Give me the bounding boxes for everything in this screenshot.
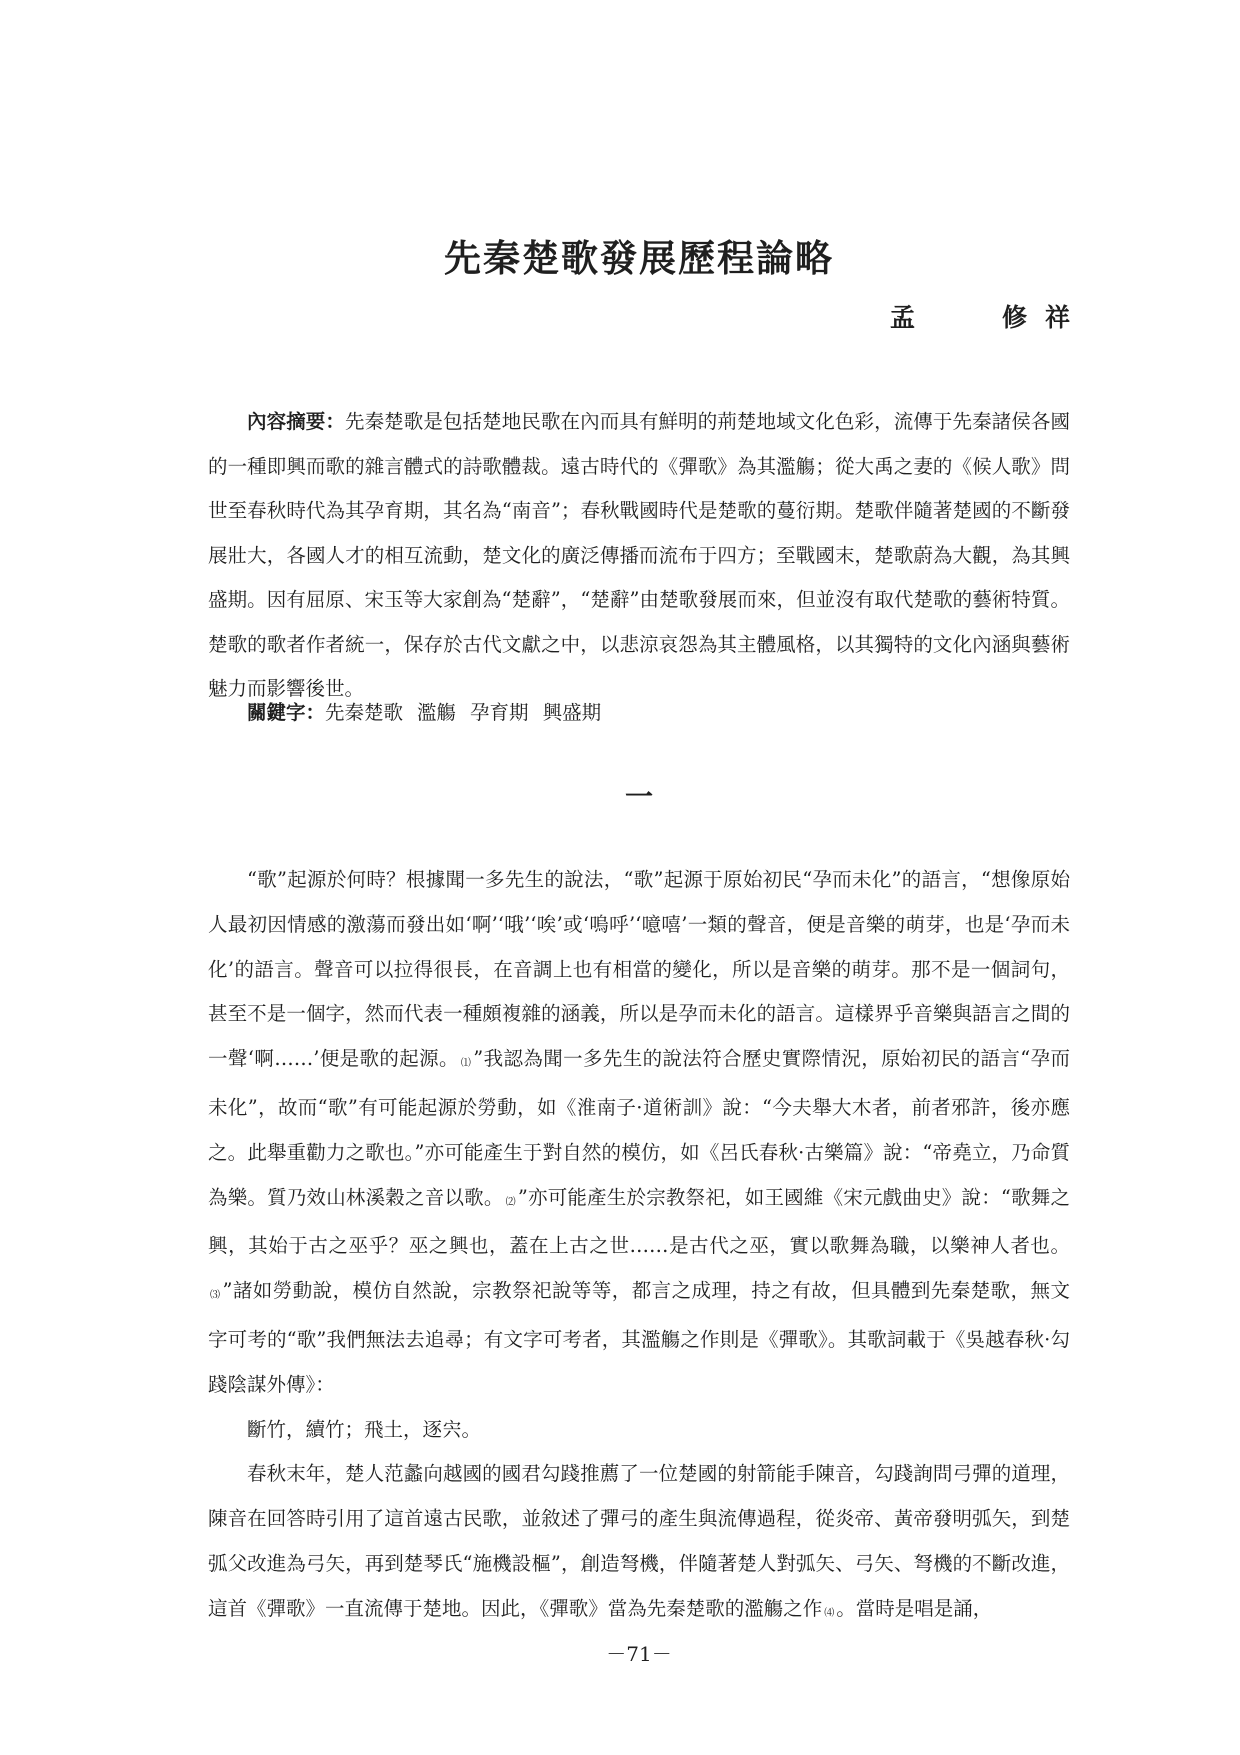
paragraph xyxy=(208,1452,1070,1635)
keywords xyxy=(208,698,1070,728)
footnote-marker[interactable]: ⑵ xyxy=(505,1196,516,1208)
section-number: 一 xyxy=(624,780,653,813)
page-number: －71－ xyxy=(606,1642,672,1666)
abstract-label: 內容摘要： xyxy=(247,410,345,433)
body-text xyxy=(208,858,1070,1636)
abstract-text: 先秦楚歌是包括楚地民歌在內而具有鮮明的荊楚地域文化色彩，流傳于先秦諸侯各國的一種即興而歌的雜言體式的詩歌體裁。遠古時代的《彈歌》為其濫觴；從大禹之妻的《候人歌》問世至春秋時代為其孕育期，其名為“南音”；春秋戰國時代是楚歌的蔓衍期。楚歌伴隨著楚國的不斷發展壯大，各國人才的相互流動，楚文化的廣泛傳播而流布于四方；至戰國末，楚歌蔚為大觀，為其興盛期。因有屈原、宋玉等大家創為“楚辭”，“楚辭”由楚歌發展而來，但並沒有取代楚歌的藝術特質。楚歌的歌者作者統一，保存於古代文獻之中，以悲涼哀怨為其主體風格，以其獨特的文化內涵與藝術魅力而影響後世。 xyxy=(208,410,1070,700)
author-surname: 孟 xyxy=(889,303,915,332)
keyword: 興盛期 xyxy=(542,701,602,724)
footnote-marker[interactable]: ⑶ xyxy=(210,1290,221,1302)
keyword: 先秦楚歌 xyxy=(325,701,404,724)
author-given-name: 修祥 xyxy=(1001,303,1088,332)
text-run: ”諸如勞動說，模仿自然說，宗教祭祀說等等，都言之成理，持之有故，但具體到先秦楚歌，無文字可考的“歌”我們無法去追尋；有文字可考者，其濫觴之作則是《彈歌》。其歌詞載于《吳越春秋·勾踐陰謀外傳》： xyxy=(208,1279,1070,1396)
keywords-label: 關鍵字： xyxy=(247,701,326,724)
paper-title: 先秦楚歌發展歷程論略 xyxy=(444,236,834,280)
keyword: 孕育期 xyxy=(470,701,529,724)
quoted-verse: 斷竹，續竹；飛土，逐宍。 xyxy=(247,1417,482,1441)
footnote-marker[interactable]: ⑴ xyxy=(460,1058,472,1070)
paper-page xyxy=(208,0,1088,1755)
text-run: ”亦可能產生於宗教祭祀，如王國維《宋元戲曲史》說：“歌舞之興，其始于古之巫乎？巫之興也，蓋在上古之世……是古代之巫，實以歌舞為職，以樂神人者也。 xyxy=(208,1185,1070,1258)
author-name xyxy=(889,298,1088,334)
text-run: 。當時是唱是誦， xyxy=(836,1596,993,1620)
paragraph xyxy=(208,858,1070,1408)
keyword: 濫觴 xyxy=(417,701,457,724)
abstract xyxy=(208,400,1070,712)
text-run: 春秋末年，楚人范蠡向越國的國君勾踐推薦了一位楚國的射箭能手陳音，勾踐詢問弓彈的道理，陳音在回答時引用了這首遠古民歌，並敘述了彈弓的產生與流傳過程，從炎帝、黃帝發明弧矢，到楚弧父改進為弓矢，再到楚琴氏“施機設樞”，創造弩機，伴隨著楚人對弧矢、弓矢、弩機的不斷改進，這首《彈歌》一直流傳于楚地。因此，《彈歌》當為先秦楚歌的濫觴之作 xyxy=(208,1462,1070,1620)
footnote-marker[interactable]: ⑷ xyxy=(824,1607,835,1619)
text-run: ”我認為聞一多先生的說法符合歷史實際情況，原始初民的語言“孕而未化”，故而“歌”有可能起源於勞動，如《淮南子·道術訓》說：“今夫舉大木者，前者邪許，後亦應之。此舉重勸力之歌也。”亦可能產生于對自然的模仿，如《呂氏春秋·古樂篇》說：“帝堯立，乃命質為樂。質乃效山林溪穀之音以歌。 xyxy=(208,1047,1070,1209)
text-run: “歌”起源於何時？根據聞一多先生的說法，“歌”起源于原始初民“孕而未化”的語言，“想像原始人最初因情感的激蕩而發出如‘啊’‘哦’‘唉’或‘嗚呼’‘噫嘻’一類的聲音，便是音樂的萌芽，也是‘孕而未化’的語言。聲音可以拉得很長，在音調上也有相當的變化，所以是音樂的萌芽。那不是一個詞句，甚至不是一個字，然而代表一種頗複雜的涵義，所以是孕而未化的語言。這樣界乎音樂與語言之間的一聲‘啊……’便是歌的起源。 xyxy=(208,868,1070,1071)
